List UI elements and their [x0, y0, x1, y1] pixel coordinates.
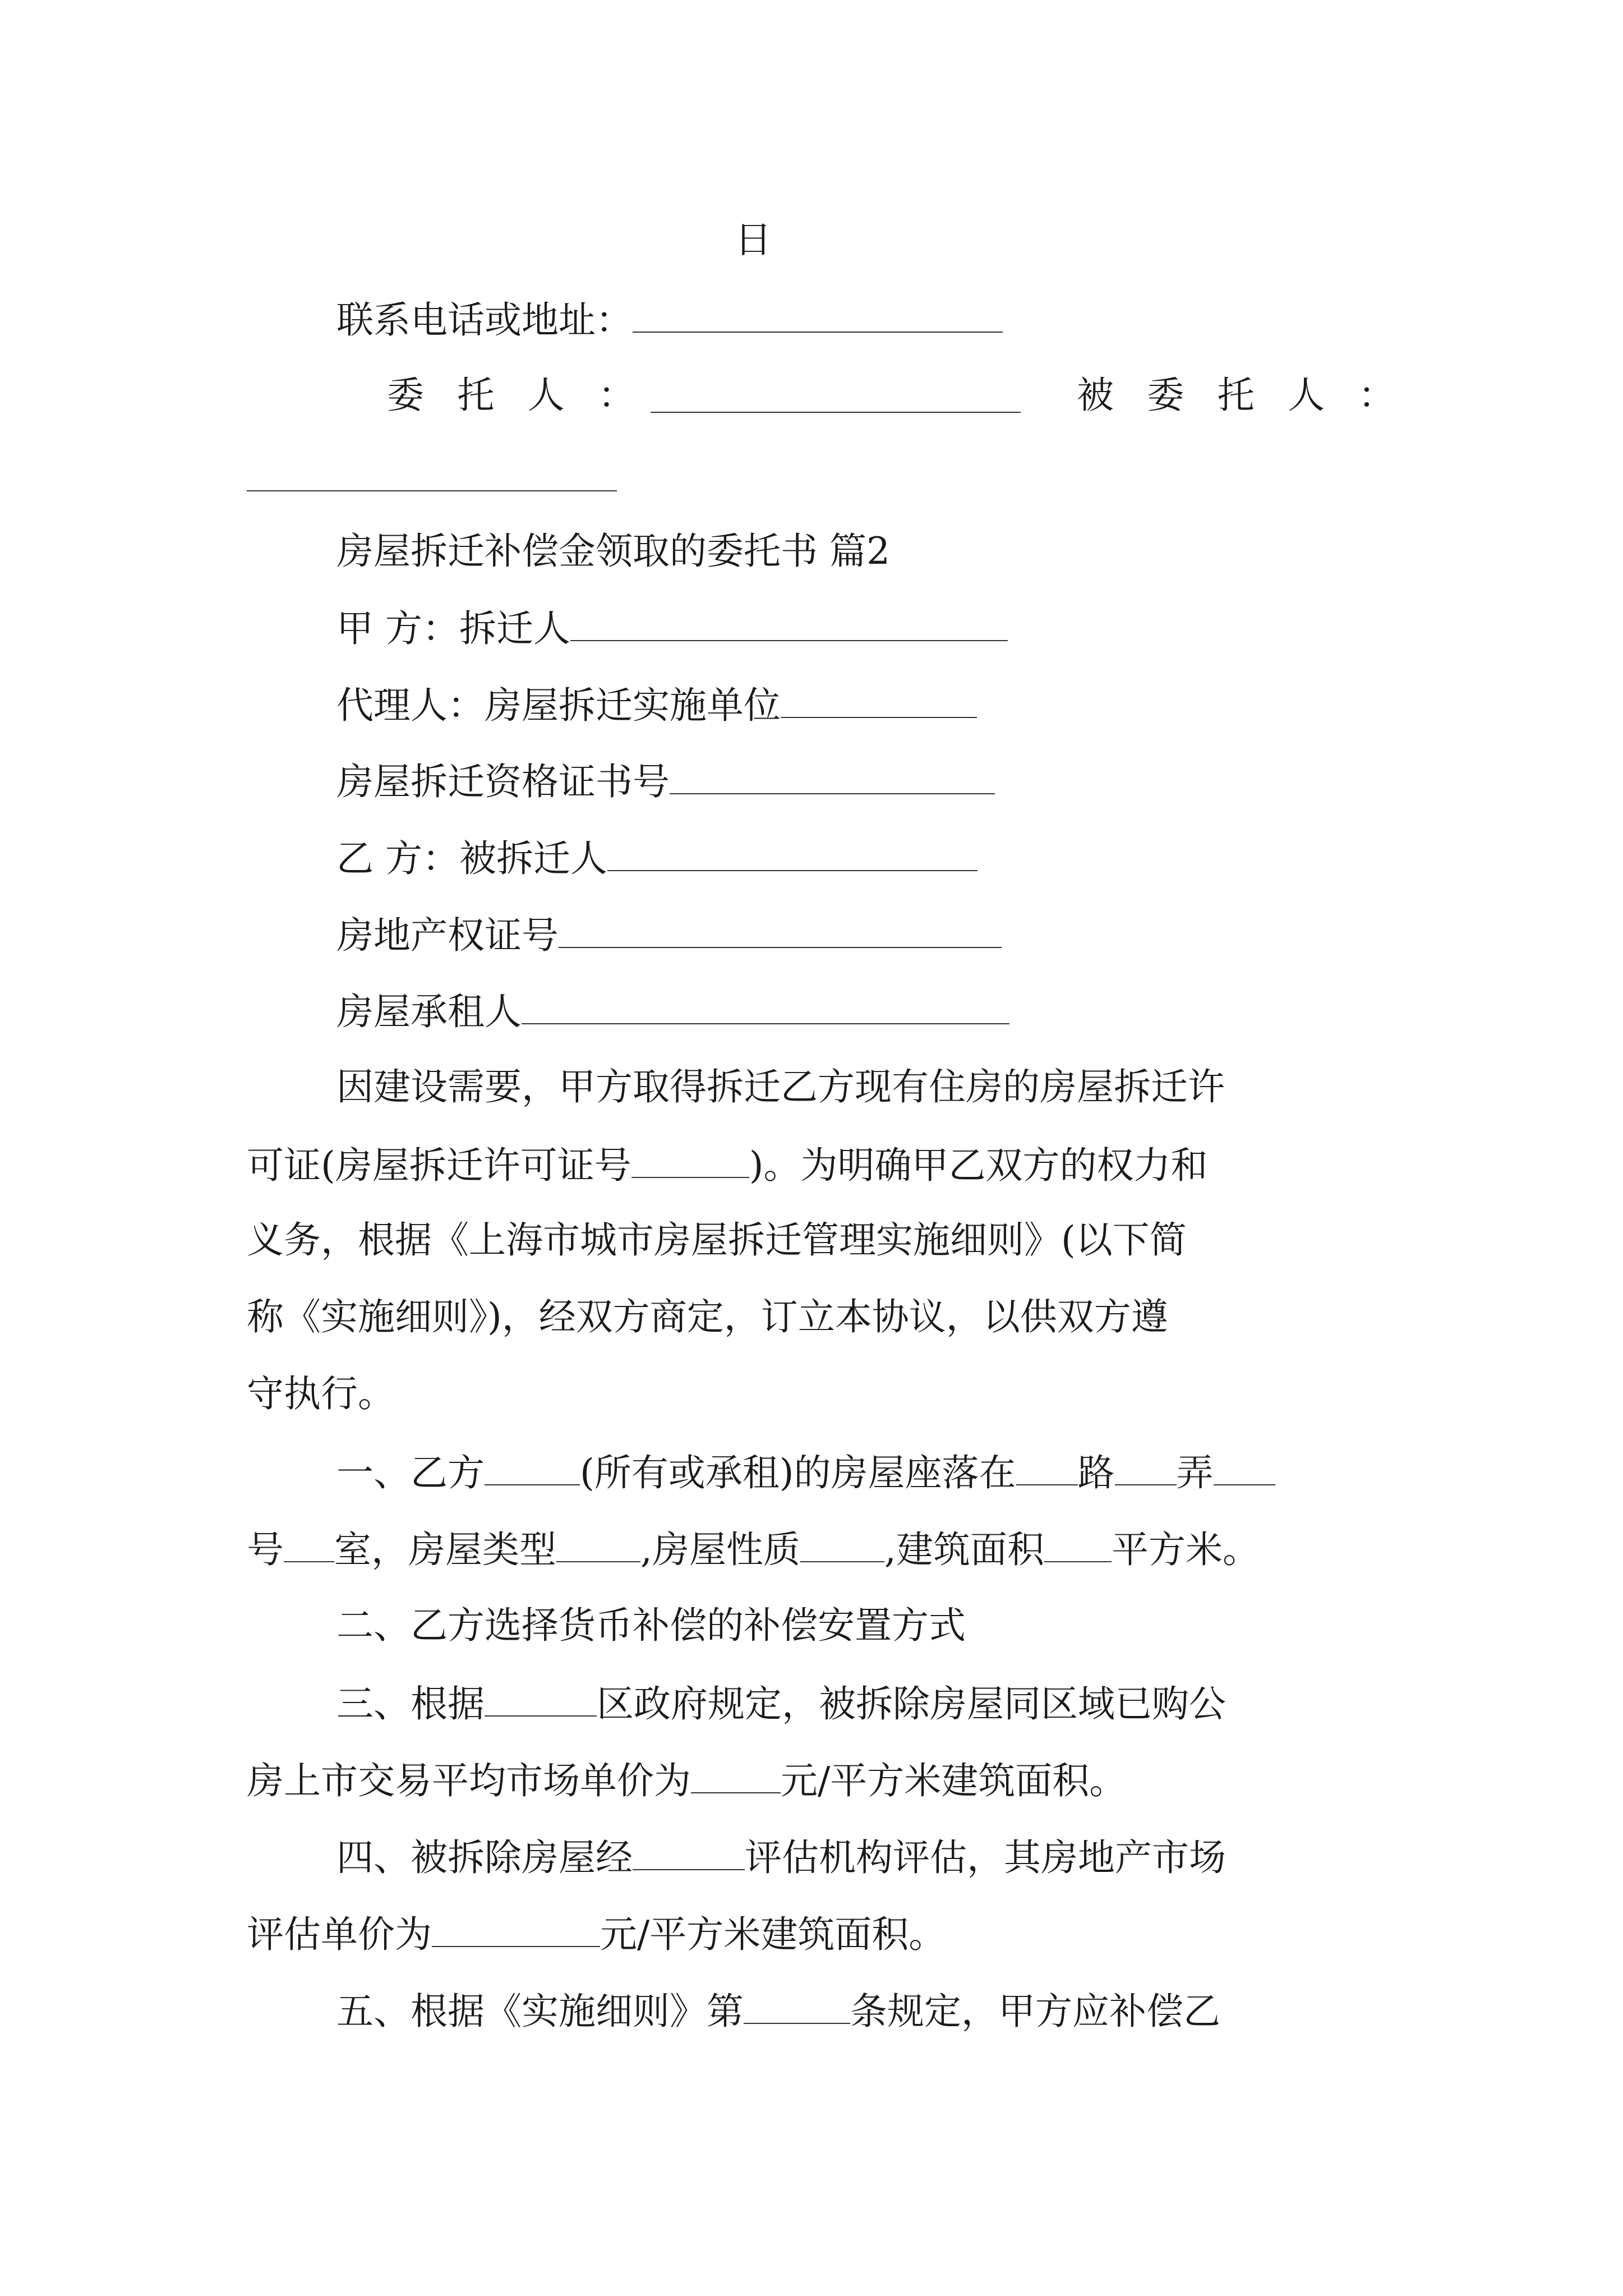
party-a-blank[interactable] [570, 609, 1008, 641]
art4-text-c: 评估单价为 [247, 1913, 432, 1957]
section-title: 房屋拆迁补偿金领取的委托书 篇2 [336, 530, 890, 573]
art3-text-d: 元/平方米建筑面积。 [781, 1759, 1127, 1803]
agent-unit-line [336, 684, 977, 728]
property-cert-line [336, 914, 1002, 958]
intro-line-4: 称《实施细则》)，经双方商定，订立本协议，以供双方遵 [247, 1295, 1168, 1338]
art4-text-b: 评估机构评估，其房地产市场 [745, 1836, 1226, 1880]
art4-agency-blank[interactable] [633, 1838, 745, 1870]
agent-unit-blank[interactable] [781, 685, 977, 718]
permit-no-blank[interactable] [631, 1145, 749, 1178]
cert-no-line [336, 760, 995, 804]
art5-text-b: 条规定，甲方应补偿乙 [850, 1990, 1220, 2033]
intro-line-2 [247, 1144, 1208, 1188]
agent-blank[interactable] [247, 490, 617, 491]
art1-room-blank[interactable] [284, 1530, 334, 1562]
tenant-label: 房屋承租人 [336, 990, 522, 1034]
party-b-label: 乙 方：被拆迁人 [336, 837, 607, 881]
art5-line-1 [336, 1990, 1220, 2033]
art1-no-blank[interactable] [1214, 1453, 1275, 1485]
art3-line-2 [247, 1759, 1127, 1803]
art4-text-a: 四、被拆除房屋经 [336, 1836, 633, 1880]
art1-text-road: 路 [1077, 1451, 1115, 1495]
art3-text-c: 房上市交易平均市场单价为 [247, 1759, 691, 1803]
art3-text-b: 区政府规定，被拆除房屋同区域已购公 [597, 1682, 1226, 1726]
tenant-blank[interactable] [522, 992, 1009, 1024]
intro-line-5: 守执行。 [247, 1372, 395, 1415]
art1-text-g: ,房屋性质 [640, 1528, 800, 1572]
art1-text-no: 号 [247, 1528, 284, 1572]
party-b-line [336, 837, 978, 881]
tenant-line [336, 990, 1009, 1034]
contact-blank[interactable] [633, 300, 1003, 333]
art1-road-blank[interactable] [1016, 1453, 1078, 1485]
art1-nature-blank[interactable] [800, 1530, 884, 1562]
art1-text-a: 一、乙方 [336, 1451, 485, 1495]
cert-no-label: 房屋拆迁资格证书号 [336, 760, 670, 804]
art1-line-2 [247, 1528, 1260, 1572]
intro-line-1: 因建设需要，甲方取得拆迁乙方现有住房的房屋拆迁许 [336, 1065, 1225, 1108]
art3-price-blank[interactable] [691, 1761, 781, 1793]
art1-type-blank[interactable] [556, 1530, 640, 1562]
art3-line-1 [336, 1682, 1226, 1726]
art1-ownership-blank[interactable] [485, 1453, 580, 1485]
contact-label: 联系电话或地址： [336, 298, 633, 342]
property-cert-label: 房地产权证号 [336, 914, 559, 958]
art1-text-b: (所有或承租)的房屋座落在 [580, 1451, 1016, 1495]
art4-line-1 [336, 1836, 1226, 1880]
art5-text-a: 五、根据《实施细则》第 [336, 1990, 744, 2033]
art1-lane-blank[interactable] [1115, 1453, 1177, 1485]
intro-line-2a: 可证(房屋拆迁许可证号 [247, 1144, 631, 1188]
art4-text-d: 元/平方米建筑面积。 [600, 1913, 946, 1957]
date-day-char: 日 [735, 218, 772, 261]
principal-label: 委托人： [387, 374, 668, 417]
cert-no-blank[interactable] [670, 762, 995, 794]
party-b-blank[interactable] [607, 839, 978, 871]
intro-line-3: 义务，根据《上海市城市房屋拆迁管理实施细则》(以下简 [247, 1218, 1187, 1262]
principal-blank[interactable] [651, 412, 1021, 413]
art2-line: 二、乙方选择货币补偿的补偿安置方式 [336, 1604, 966, 1647]
agent-label: 被委托人： [1077, 374, 1428, 417]
party-a-line [336, 607, 1008, 651]
art1-text-h: ,建筑面积 [884, 1528, 1044, 1572]
art1-text-f: 室，房屋类型 [334, 1528, 556, 1572]
party-a-label: 甲 方：拆迁人 [336, 607, 570, 651]
intro-line-2b: )。为明确甲乙双方的权力和 [749, 1144, 1208, 1188]
art3-text-a: 三、根据 [336, 1682, 485, 1726]
art3-district-blank[interactable] [485, 1684, 597, 1717]
property-cert-blank[interactable] [559, 915, 1002, 948]
contact-line [336, 298, 1003, 342]
art1-text-lane: 弄 [1176, 1451, 1214, 1495]
art1-area-blank[interactable] [1044, 1530, 1112, 1562]
agent-unit-label: 代理人：房屋拆迁实施单位 [336, 684, 781, 728]
art5-article-blank[interactable] [744, 1991, 850, 2024]
art4-price-blank[interactable] [432, 1915, 600, 1947]
art4-line-2 [247, 1913, 946, 1957]
art1-text-i: 平方米。 [1111, 1528, 1260, 1572]
art1-line-1 [336, 1451, 1275, 1495]
